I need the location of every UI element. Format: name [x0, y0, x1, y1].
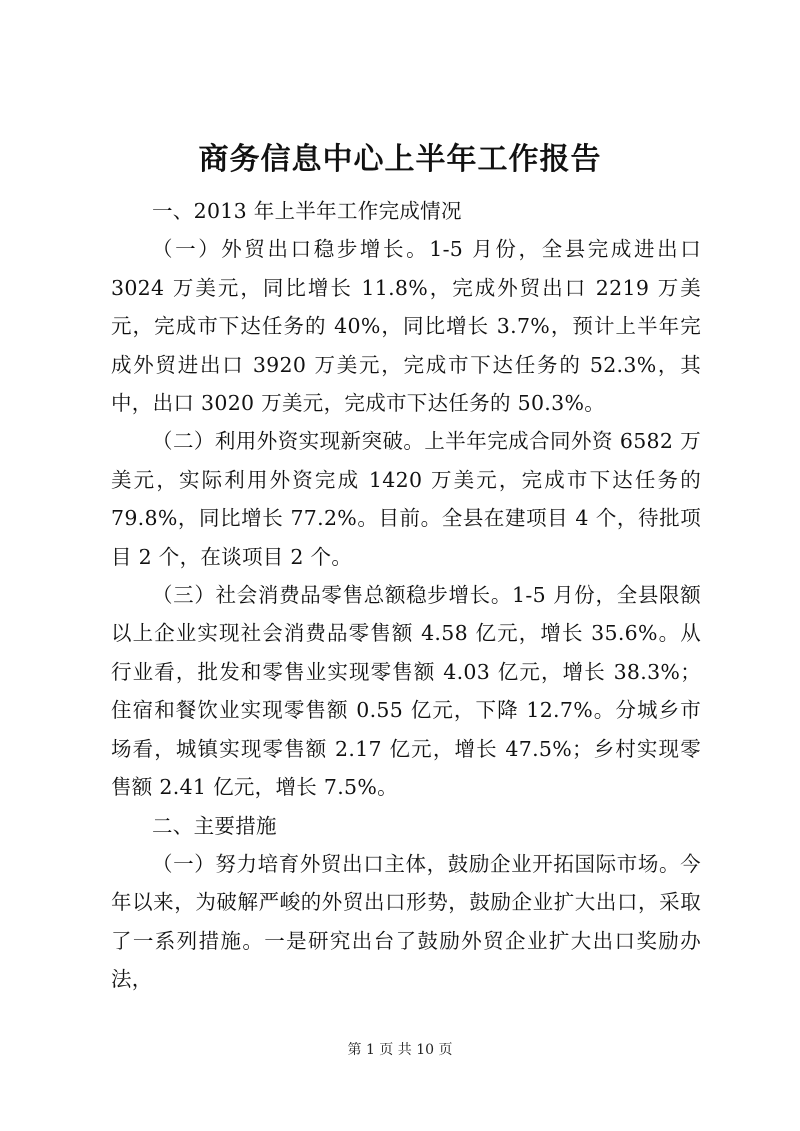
- paragraph-export-support: （一）努力培育外贸出口主体，鼓励企业开拓国际市场。今年以来，为破解严峻的外贸出口形势，鼓励企业扩大出口，采取了一系列措施。一是研究出台了鼓励外贸企业扩大出口奖励办法，: [111, 851, 701, 992]
- document-title: 商务信息中心上半年工作报告: [198, 142, 602, 177]
- paragraph-retail-sales: （三）社会消费品零售总额稳步增长。1-5 月份，全县限额以上企业实现社会消费品零售额 4.58 亿元，增长 35.6%。从行业看，批发和零售业实现零售额 4.03 亿元，增长 38.3%；住宿和餐饮业实现零售额 0.55 亿元，下降 12.7%。分城乡市场看，城镇实现零售额 2.17 亿元，增长 47.5%；乡村实现零售额 2.41 亿元，增长 7.5%。: [111, 583, 701, 800]
- section-heading-1: 一、2013 年上半年工作完成情况: [152, 199, 462, 223]
- paragraph-foreign-trade: （一）外贸出口稳步增长。1-5 月份，全县完成进出口 3024 万美元，同比增长 11.8%，完成外贸出口 2219 万美元，完成市下达任务的 40%，同比增长 3.7%，预计上半年完成外贸进出口 3920 万美元，完成市下达任务的 52.3%，其中，出口 3020 万美元，完成市下达任务的 50.3%。: [111, 237, 701, 416]
- section-heading-2: 二、主要措施: [152, 813, 277, 838]
- page-number: 第 1 页 共 10 页: [347, 1042, 453, 1058]
- document-body: [111, 192, 701, 999]
- paragraph-foreign-investment: （二）利用外资实现新突破。上半年完成合同外资 6582 万美元，实际利用外资完成 1420 万美元，完成市下达任务的 79.8%，同比增长 77.2%。目前。全县在建项目 4 个，待批项目 2 个，在谈项目 2 个。: [111, 429, 701, 569]
